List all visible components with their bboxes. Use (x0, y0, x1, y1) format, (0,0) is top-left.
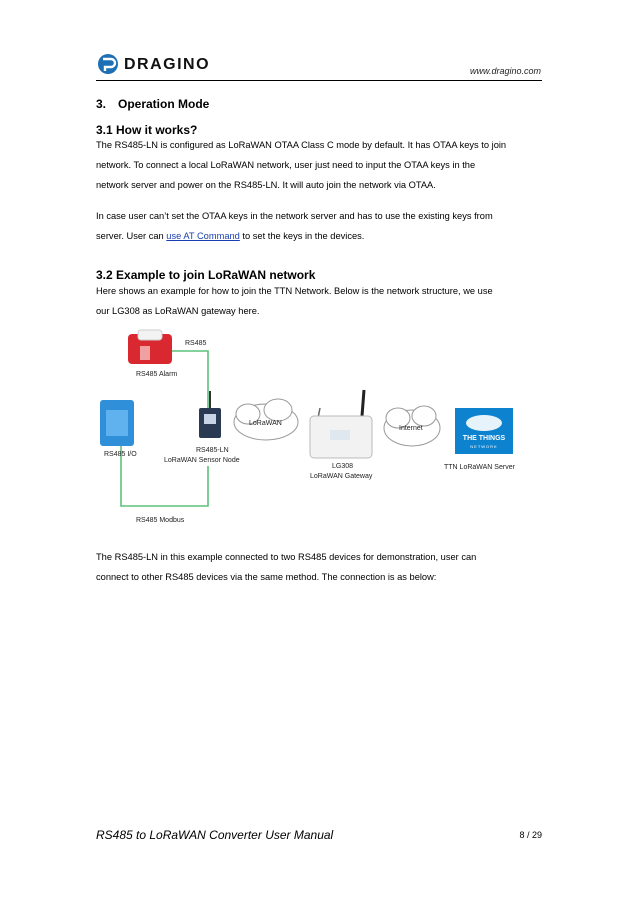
paragraph-existing-keys (96, 206, 546, 246)
paragraph-example (96, 281, 546, 321)
rs485-alarm-icon (128, 330, 172, 364)
text-line (96, 226, 546, 246)
lg308-gateway-icon (310, 390, 372, 458)
ttn-logo-text-1: THE THINGS (462, 435, 506, 442)
text-line: connect to other RS485 devices via the same method. The connection is as below: (96, 572, 437, 582)
at-command-link[interactable]: use AT Command (166, 231, 240, 241)
section-title: Operation Mode (118, 97, 210, 111)
gateway-label-1: LG308 (332, 463, 354, 470)
text-line: network server and power on the RS485-LN. It will auto join the network via OTAA. (96, 180, 436, 190)
section-heading (96, 97, 209, 111)
internet-cloud-label: Internet (399, 425, 423, 432)
node-label-1: RS485-LN (196, 447, 229, 454)
io-label: RS485 I/O (104, 451, 137, 458)
ttn-logo-text-2: NETWORK (470, 444, 498, 449)
website-url[interactable]: www.dragino.com (469, 66, 541, 76)
paragraph-connection (96, 547, 546, 587)
footer-document-title: RS485 to LoRaWAN Converter User Manual (96, 828, 334, 842)
rs485-label: RS485 (185, 340, 207, 347)
text-line: In case user can’t set the OTAA keys in the network server and has to use the existing keys from (96, 211, 493, 221)
rs485-io-icon (100, 400, 134, 446)
alarm-label: RS485 Alarm (136, 371, 178, 378)
lorawan-cloud-label: LoRaWAN (249, 420, 282, 427)
brand-name: DRAGINO (124, 56, 211, 73)
ttn-server-label: TTN LoRaWAN Server (444, 464, 515, 471)
modbus-label: RS485 Modbus (136, 517, 185, 524)
text-span: to set the keys in the devices. (239, 231, 365, 241)
text-line: our LG308 as LoRaWAN gateway here. (96, 306, 260, 316)
gateway-label-2: LoRaWAN Gateway (310, 473, 373, 480)
node-label-2: LoRaWAN Sensor Node (164, 457, 240, 464)
text-line: Here shows an example for how to join the TTN Network. Below is the network structure, we use (96, 286, 493, 296)
text-span: server. User can (96, 231, 167, 241)
network-structure-diagram (96, 328, 546, 533)
subsection-heading-3-1: 3.1 How it works? (96, 123, 198, 137)
rs485-modbus-wire (121, 438, 208, 506)
subsection-heading-3-2: 3.2 Example to join LoRaWAN network (96, 268, 316, 282)
paragraph-how-it-works (96, 135, 546, 195)
text-line: The RS485-LN in this example connected to two RS485 devices for demonstration, user can (96, 552, 477, 562)
section-number: 3. (96, 97, 107, 111)
page-number: 8 / 29 (519, 830, 542, 840)
rs485-ln-node-icon (199, 391, 221, 438)
text-line: The RS485-LN is configured as LoRaWAN OTAA Class C mode by default. It has OTAA keys to join (96, 140, 507, 150)
header-rule (96, 80, 542, 81)
text-line: network. To connect a local LoRaWAN network, user just need to input the OTAA keys in the (96, 160, 476, 170)
